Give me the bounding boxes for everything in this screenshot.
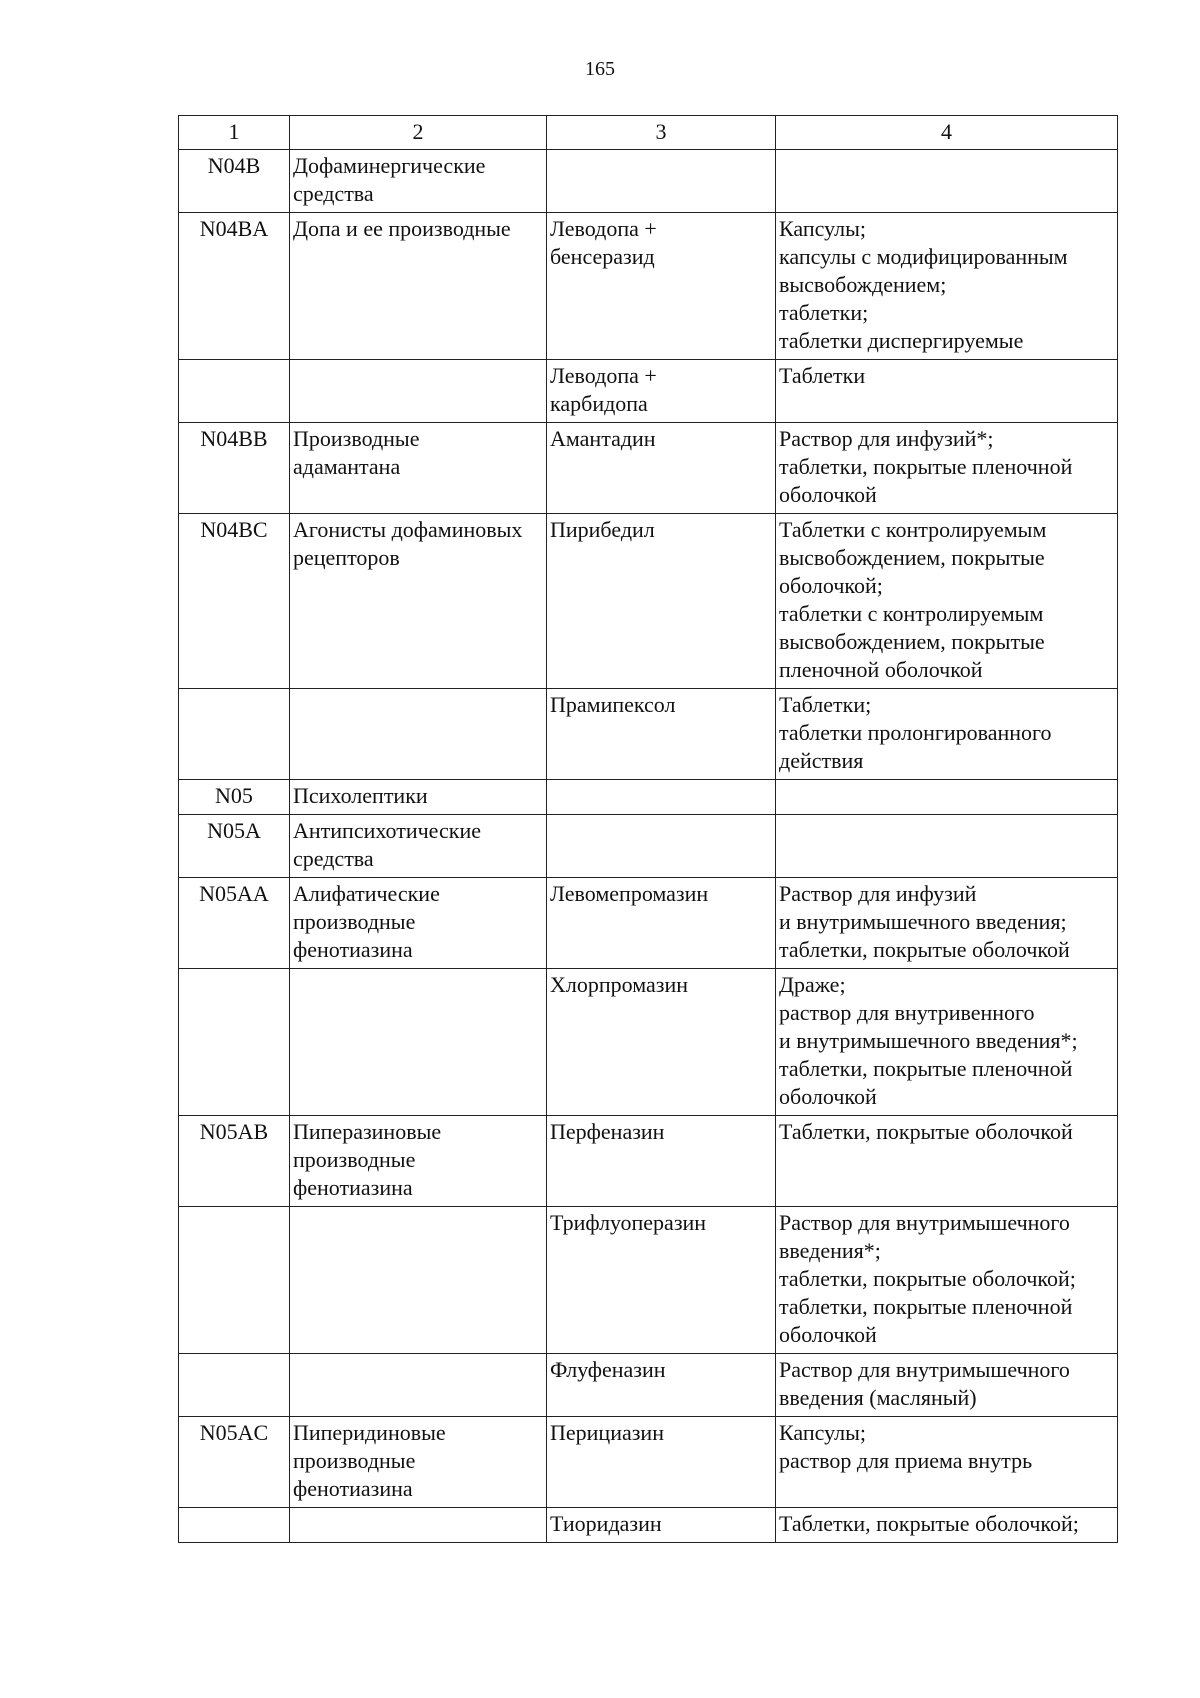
table-row	[179, 360, 1118, 423]
drug-name-cell	[547, 423, 776, 514]
cell-text-line: Таблетки	[779, 363, 866, 388]
drug-name-cell	[547, 780, 776, 815]
group-name-cell	[290, 878, 547, 969]
dosage-forms-cell	[776, 969, 1118, 1116]
cell-text-line: средства	[293, 846, 374, 871]
cell-text-line: оболочкой;	[779, 573, 883, 598]
atc-code-cell	[179, 1354, 290, 1417]
cell-text-line: Капсулы;	[779, 1420, 867, 1445]
cell-text-line: Таблетки с контролируемым	[779, 517, 1047, 542]
cell-text-line: Драже;	[779, 972, 846, 997]
cell-text-line: таблетки;	[779, 300, 869, 325]
cell-text-line: Дофаминергические	[293, 153, 486, 178]
atc-code-cell: N05AC	[179, 1417, 290, 1508]
dosage-forms-cell	[776, 780, 1118, 815]
cell-text-line: и внутримышечного введения*;	[779, 1028, 1078, 1053]
group-name-cell	[290, 969, 547, 1116]
cell-text-line: оболочкой	[779, 482, 877, 507]
cell-text-line: Капсулы;	[779, 216, 867, 241]
group-name-cell	[290, 150, 547, 213]
header-row	[179, 116, 1118, 150]
table-row	[179, 423, 1118, 514]
group-name-cell	[290, 1354, 547, 1417]
table-body	[179, 150, 1118, 1543]
group-name-cell	[290, 213, 547, 360]
dosage-forms-cell	[776, 360, 1118, 423]
cell-text-line: высвобождением, покрытые	[779, 545, 1045, 570]
column-header-4: 4	[776, 116, 1118, 150]
cell-text-line: карбидопа	[550, 391, 648, 416]
table-row	[179, 1116, 1118, 1207]
cell-text-line: Таблетки, покрытые оболочкой	[779, 1119, 1073, 1144]
cell-text-line: таблетки диспергируемые	[779, 328, 1024, 353]
dosage-forms-cell	[776, 213, 1118, 360]
drug-name-cell	[547, 878, 776, 969]
atc-code-cell: N04BB	[179, 423, 290, 514]
cell-text-line: Хлорпромазин	[550, 972, 688, 997]
cell-text-line: Трифлуоперазин	[550, 1210, 707, 1235]
dosage-forms-cell	[776, 1207, 1118, 1354]
cell-text-line: Алифатические	[293, 881, 440, 906]
cell-text-line: Леводопа +	[550, 363, 657, 388]
drug-name-cell	[547, 1508, 776, 1543]
atc-code-cell: N05	[179, 780, 290, 815]
cell-text-line: бенсеразид	[550, 244, 655, 269]
cell-text-line: капсулы с модифицированным	[779, 244, 1068, 269]
cell-text-line: фенотиазина	[293, 1175, 413, 1200]
cell-text-line: Агонисты дофаминовых	[293, 517, 523, 542]
group-name-cell	[290, 514, 547, 689]
cell-text-line: Левомепромазин	[550, 881, 709, 906]
atc-code-cell: N05A	[179, 815, 290, 878]
cell-text-line: Перициазин	[550, 1420, 664, 1445]
cell-text-line: Антипсихотические	[293, 818, 481, 843]
table-row	[179, 969, 1118, 1116]
drug-name-cell	[547, 1207, 776, 1354]
column-header-1: 1	[179, 116, 290, 150]
cell-text-line: таблетки пролонгированного	[779, 720, 1052, 745]
cell-text-line: действия	[779, 748, 864, 773]
cell-text-line: фенотиазина	[293, 1476, 413, 1501]
cell-text-line: Флуфеназин	[550, 1357, 666, 1382]
group-name-cell	[290, 780, 547, 815]
cell-text-line: Производные	[293, 426, 420, 451]
group-name-cell	[290, 1116, 547, 1207]
atc-code-cell	[179, 360, 290, 423]
cell-text-line: Раствор для инфузий	[779, 881, 977, 906]
cell-text-line: пленочной оболочкой	[779, 657, 983, 682]
cell-text-line: фенотиазина	[293, 937, 413, 962]
drug-name-cell	[547, 1116, 776, 1207]
drug-name-cell	[547, 213, 776, 360]
cell-text-line: таблетки, покрытые пленочной	[779, 454, 1073, 479]
drug-name-cell	[547, 1417, 776, 1508]
column-header-2: 2	[290, 116, 547, 150]
atc-code-cell: N04BA	[179, 213, 290, 360]
cell-text-line: таблетки с контролируемым	[779, 601, 1044, 626]
table-header	[179, 116, 1118, 150]
cell-text-line: Тиоридазин	[550, 1511, 662, 1536]
dosage-forms-cell	[776, 1417, 1118, 1508]
group-name-cell	[290, 689, 547, 780]
table-row	[179, 780, 1118, 815]
atc-code-cell	[179, 1508, 290, 1543]
cell-text-line: Допа и ее производные	[293, 216, 511, 241]
table-row	[179, 1207, 1118, 1354]
drug-name-cell	[547, 360, 776, 423]
cell-text-line: Пиперидиновые	[293, 1420, 446, 1445]
group-name-cell	[290, 360, 547, 423]
group-name-cell	[290, 1207, 547, 1354]
page-number: 165	[585, 58, 615, 80]
cell-text-line: Амантадин	[550, 426, 656, 451]
atc-code-cell: N05AB	[179, 1116, 290, 1207]
atc-code-cell: N04BC	[179, 514, 290, 689]
cell-text-line: введения (масляный)	[779, 1385, 977, 1410]
drug-name-cell	[547, 689, 776, 780]
dosage-forms-cell	[776, 423, 1118, 514]
dosage-forms-cell	[776, 1354, 1118, 1417]
dosage-forms-cell	[776, 1508, 1118, 1543]
atc-code-cell	[179, 1207, 290, 1354]
drug-name-cell	[547, 1354, 776, 1417]
cell-text-line: Леводопа +	[550, 216, 657, 241]
cell-text-line: рецепторов	[293, 545, 400, 570]
cell-text-line: Перфеназин	[550, 1119, 665, 1144]
drug-name-cell	[547, 150, 776, 213]
cell-text-line: Раствор для внутримышечного	[779, 1210, 1070, 1235]
drug-name-cell	[547, 815, 776, 878]
table-row	[179, 1417, 1118, 1508]
group-name-cell	[290, 1417, 547, 1508]
group-name-cell	[290, 1508, 547, 1543]
cell-text-line: производные	[293, 1147, 416, 1172]
cell-text-line: таблетки, покрытые пленочной	[779, 1056, 1073, 1081]
atc-code-cell: N05AA	[179, 878, 290, 969]
drug-table	[178, 115, 1118, 1543]
table-row	[179, 1508, 1118, 1543]
cell-text-line: производные	[293, 909, 416, 934]
cell-text-line: Раствор для инфузий*;	[779, 426, 994, 451]
cell-text-line: раствор для внутривенного	[779, 1000, 1035, 1025]
group-name-cell	[290, 815, 547, 878]
cell-text-line: высвобождением, покрытые	[779, 629, 1045, 654]
cell-text-line: и внутримышечного введения;	[779, 909, 1067, 934]
cell-text-line: производные	[293, 1448, 416, 1473]
atc-code-cell: N04B	[179, 150, 290, 213]
dosage-forms-cell	[776, 1116, 1118, 1207]
cell-text-line: Пирибедил	[550, 517, 655, 542]
dosage-forms-cell	[776, 689, 1118, 780]
dosage-forms-cell	[776, 815, 1118, 878]
cell-text-line: таблетки, покрытые оболочкой;	[779, 1266, 1076, 1291]
cell-text-line: средства	[293, 181, 374, 206]
dosage-forms-cell	[776, 514, 1118, 689]
cell-text-line: таблетки, покрытые оболочкой	[779, 937, 1070, 962]
cell-text-line: Пиперазиновые	[293, 1119, 442, 1144]
cell-text-line: Психолептики	[293, 783, 428, 808]
atc-code-cell	[179, 689, 290, 780]
cell-text-line: высвобождением;	[779, 272, 947, 297]
cell-text-line: Прамипексол	[550, 692, 676, 717]
group-name-cell	[290, 423, 547, 514]
table-row	[179, 1354, 1118, 1417]
table-row	[179, 514, 1118, 689]
table-row	[179, 150, 1118, 213]
cell-text-line: Раствор для внутримышечного	[779, 1357, 1070, 1382]
cell-text-line: Таблетки;	[779, 692, 872, 717]
cell-text-line: раствор для приема внутрь	[779, 1448, 1033, 1473]
cell-text-line: оболочкой	[779, 1322, 877, 1347]
cell-text-line: таблетки, покрытые пленочной	[779, 1294, 1073, 1319]
column-header-3: 3	[547, 116, 776, 150]
atc-code-cell	[179, 969, 290, 1116]
table-row	[179, 213, 1118, 360]
table-row	[179, 815, 1118, 878]
drug-name-cell	[547, 969, 776, 1116]
table-row	[179, 878, 1118, 969]
drug-name-cell	[547, 514, 776, 689]
cell-text-line: оболочкой	[779, 1084, 877, 1109]
cell-text-line: введения*;	[779, 1238, 881, 1263]
cell-text-line: Таблетки, покрытые оболочкой;	[779, 1511, 1079, 1536]
cell-text-line: адамантана	[293, 454, 401, 479]
table-row	[179, 689, 1118, 780]
dosage-forms-cell	[776, 878, 1118, 969]
dosage-forms-cell	[776, 150, 1118, 213]
